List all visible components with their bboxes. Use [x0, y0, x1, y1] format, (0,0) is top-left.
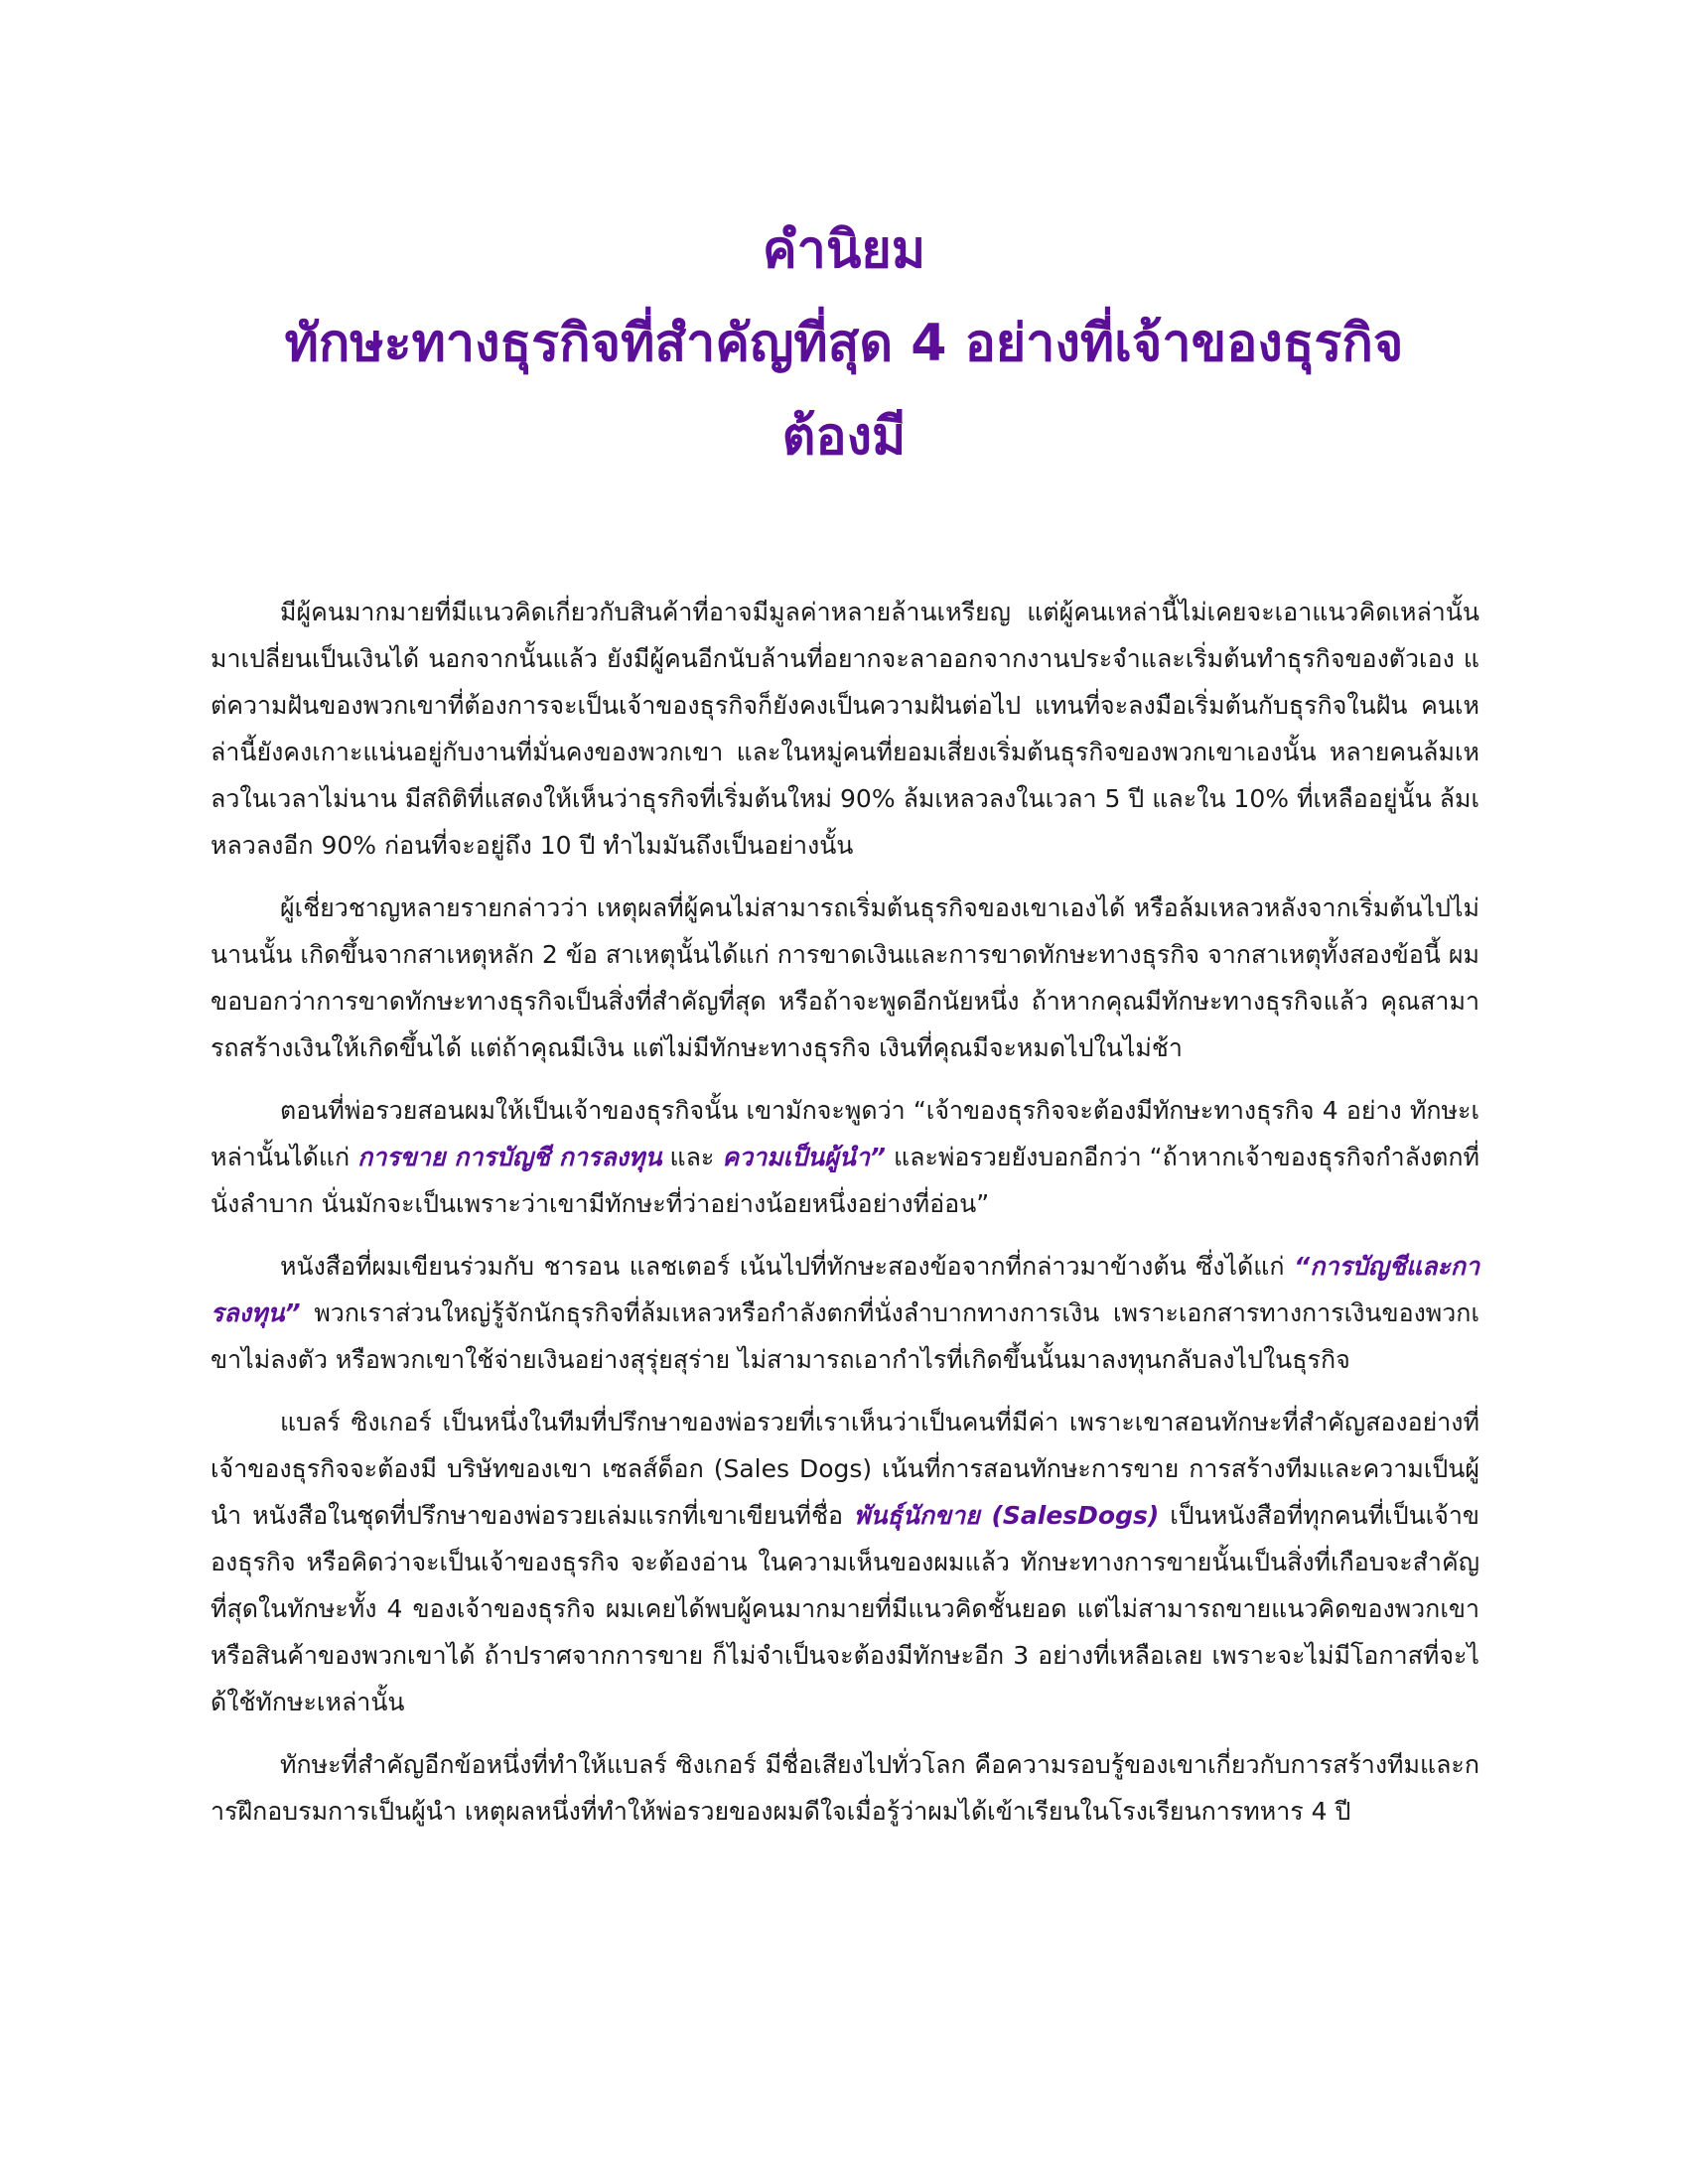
emphasis-four-skills: การขาย การบัญชี การลงทุน: [357, 1143, 662, 1171]
title-line-1: คำนิยม: [762, 220, 926, 280]
emphasis-leadership: ความเป็นผู้นำ”: [722, 1143, 887, 1171]
emphasis-accounting-investing: “การบัญชีและการลงทุน”: [211, 1252, 1479, 1327]
paragraph-1: มีผู้คนมากมายที่มีแนวคิดเกี่ยวกับสินค้าที่อาจมีมูลค่าหลายล้านเหรียญ แต่ผู้คนเหล่านี้ไม่เคยจะเอาแนวคิดเหล่านั้นมาเปลี่ยนเป็นเงินได้ นอกจากนั้นแล้ว ยังมีผู้คนอีกนับล้านที่อยากจะลาออกจากงานประจำและเริ่มต้นทำธุรกิจของตัวเอง แต่ความฝันของพวกเขาที่ต้องการจะเป็นเจ้าของธุรกิจก็ยังคงเป็นความฝันต่อไป แทนที่จะลงมือเริ่มต้นกับธุรกิจในฝัน คนเหล่านี้ยังคงเกาะแน่นอยู่กับงานที่มั่นคงของพวกเขา และในหมู่คนที่ยอมเสี่ยงเริ่มต้นธุรกิจของพวกเขาเองนั้น หลายคนล้มเหลวในเวลาไม่นาน มีสถิติที่แสดงให้เห็นว่าธุรกิจที่เริ่มต้นใหม่ 90% ล้มเหลวลงในเวลา 5 ปี และใน 10% ที่เหลืออยู่นั้น ล้มเหลวลงอีก 90% ก่อนที่จะอยู่ถึง 10 ปี ทำไมมันถึงเป็นอย่างนั้น: [211, 598, 1479, 860]
paragraph-4-text-a: หนังสือที่ผมเขียนร่วมกับ ชารอน แลชเตอร์ เน้นไปที่ทักษะสองข้อจากที่กล่าวมาข้างต้น ซึ่งได้แก่: [280, 1252, 1295, 1281]
paragraph-5-text-a: แบลร์ ซิงเกอร์ เป็นหนึ่งในทีมที่ปรึกษาของพ่อรวยที่เราเห็นว่าเป็นคนที่มีค่า เพราะเขาสอนทักษะที่สำคัญสองอย่างที่เจ้าของธุรกิจจะต้องมี บริษัทของเขา เซลส์ด็อก (Sales Dogs) เน้นที่การสอนทักษะการขาย การสร้างทีมและความเป็นผู้นำ หนังสือในชุดที่ปรึกษาของพ่อรวยเล่มแรกที่เขาเขียนที่ชื่อ: [211, 1408, 1479, 1530]
title-line-2: ทักษะทางธุรกิจที่สำคัญที่สุด 4 อย่างที่เจ้าของธุรกิจ: [284, 314, 1404, 373]
document-title: [199, 204, 1489, 483]
paragraph-3-text-a: ตอนที่พ่อรวยสอนผมให้เป็นเจ้าของธุรกิจนั้น เขามักจะพูดว่า “เจ้าของธุรกิจจะต้องมีทักษะทางธุรกิจ 4 อย่าง ทักษะเหล่านั้นได้แก่: [211, 1096, 1479, 1171]
paragraph-3-text-b: และ: [661, 1143, 723, 1171]
paragraph-3: [211, 1087, 1479, 1227]
paragraph-4: [211, 1243, 1479, 1383]
paragraph-5-text-b: เป็นหนังสือที่ทุกคนที่เป็นเจ้าของธุรกิจ หรือคิดว่าจะเป็นเจ้าของธุรกิจ จะต้องอ่าน ในความเห็นของผมแล้ว ทักษะทางการขายนั้นเป็นสิ่งที่เกือบจะสำคัญที่สุดในทักษะทั้ง 4 ของเจ้าของธุรกิจ ผมเคยได้พบผู้คนมากมายที่มีแนวคิดชั้นยอด แต่ไม่สามารถขายแนวคิดของพวกเขา หรือสินค้าของพวกเขาได้ ถ้าปราศจากการขาย ก็ไม่จำเป็นจะต้องมีทักษะอีก 3 อย่างที่เหลือเลย เพราะจะไม่มีโอกาสที่จะได้ใช้ทักษะเหล่านั้น: [211, 1501, 1480, 1716]
emphasis-book-title: พันธุ์นักขาย (SalesDogs): [853, 1501, 1160, 1530]
paragraph-4-text-b: พวกเราส่วนใหญ่รู้จักนักธุรกิจที่ล้มเหลวหรือกำลังตกที่นั่งลำบากทางการเงิน เพราะเอกสารทางการเงินของพวกเขาไม่ลงตัว หรือพวกเขาใช้จ่ายเงินอย่างสุรุ่ยสุร่าย ไม่สามารถเอากำไรที่เกิดขึ้นนั้นมาลงทุนกลับลงไปในธุรกิจ: [211, 1298, 1479, 1374]
paragraph-2: ผู้เชี่ยวชาญหลายรายกล่าวว่า เหตุผลที่ผู้คนไม่สามารถเริ่มต้นธุรกิจของเขาเองได้ หรือล้มเหลวหลังจากเริ่มต้นไปไม่นานนั้น เกิดขึ้นจากสาเหตุหลัก 2 ข้อ สาเหตุนั้นได้แก่ การขาดเงินและการขาดทักษะทางธุรกิจ จากสาเหตุทั้งสองข้อนี้ ผมขอบอกว่าการขาดทักษะทางธุรกิจเป็นสิ่งที่สำคัญที่สุด หรือถ้าจะพูดอีกนัยหนึ่ง ถ้าหากคุณมีทักษะทางธุรกิจแล้ว คุณสามารถสร้างเงินให้เกิดขึ้นได้ แต่ถ้าคุณมีเงิน แต่ไม่มีทักษะทางธุรกิจ เงินที่คุณมีจะหมดไปในไม่ช้า: [211, 893, 1479, 1062]
paragraph-6: ทักษะที่สำคัญอีกข้อหนึ่งที่ทำให้แบลร์ ซิงเกอร์ มีชื่อเสียงไปทั่วโลก คือความรอบรู้ของเขาเกี่ยวกับการสร้างทีมและการฝึกอบรมการเป็นผู้นำ เหตุผลหนึ่งที่ทำให้พ่อรวยของผมดีใจเมื่อรู้ว่าผมได้เข้าเรียนในโรงเรียนการทหาร 4 ปี: [211, 1750, 1479, 1826]
paragraph-5: [211, 1399, 1479, 1725]
document-body: [211, 589, 1479, 1850]
paragraph-3-text-c: และพ่อรวยยังบอกอีกว่า “ถ้าหากเจ้าของธุรกิจกำลังตกที่นั่งลำบาก นั่นมักจะเป็นเพราะว่าเขามีทักษะที่ว่าอย่างน้อยหนึ่งอย่างที่อ่อน”: [211, 1143, 1479, 1218]
title-line-3: ต้องมี: [781, 407, 907, 467]
